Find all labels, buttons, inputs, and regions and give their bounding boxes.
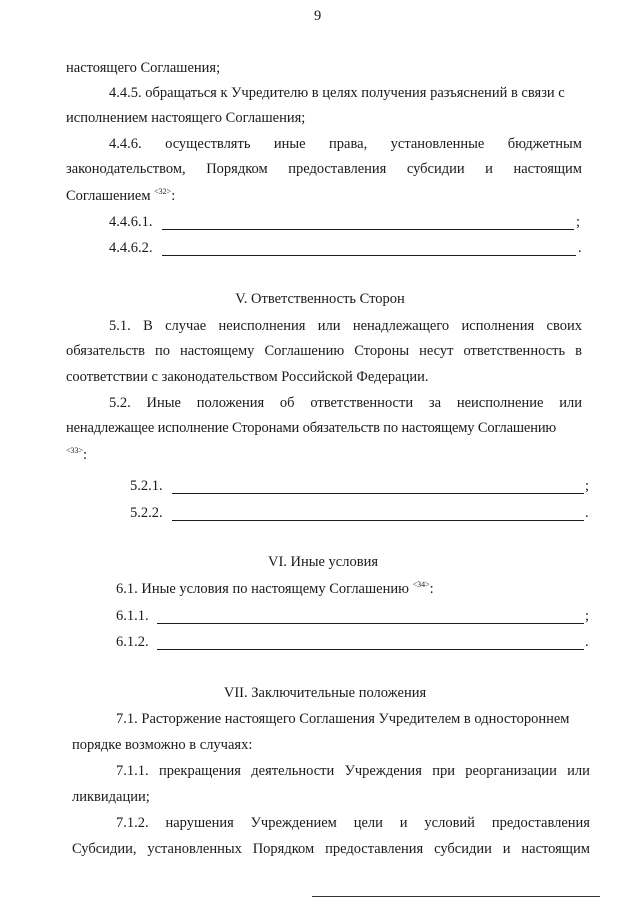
word: и (502, 841, 511, 857)
word: законодательством, (66, 161, 186, 177)
word: настоящему (179, 343, 255, 359)
word: иные (273, 136, 306, 152)
text: : (429, 581, 434, 597)
word: Субсидии, (72, 841, 137, 857)
word: реорганизации (465, 763, 557, 779)
word: неисполнение (456, 395, 544, 411)
word: условий (424, 815, 475, 831)
word: Иные (146, 395, 181, 411)
word: по (154, 343, 170, 359)
word: прекращения (158, 763, 241, 779)
word: ответственность (463, 343, 566, 359)
paragraph-line: порядке возможно в случаях: (72, 737, 253, 753)
word: своих (546, 318, 582, 334)
item-label: 4.4.6.1. (109, 214, 153, 230)
fill-in-line (157, 623, 584, 624)
paragraph-line-justified (72, 841, 590, 858)
word: Соглашению (264, 343, 345, 359)
word: несут (419, 343, 454, 359)
word: настоящим (521, 841, 590, 857)
paragraph-line (116, 580, 434, 598)
word: положения (196, 395, 265, 411)
word: установленные (390, 136, 485, 152)
word: Порядком (206, 161, 268, 177)
paragraph-line-justified (116, 815, 590, 832)
fill-in-line (162, 229, 574, 230)
word: Стороны (354, 343, 410, 359)
word: неисполнения (218, 318, 306, 334)
item-end: ; (576, 214, 581, 230)
word: в (575, 343, 582, 359)
word: Учреждения (344, 763, 422, 779)
word: при (432, 763, 455, 779)
footnote-ref: <33> (66, 446, 84, 455)
word: об (279, 395, 295, 411)
fill-in-line (172, 493, 584, 494)
paragraph-line (66, 446, 87, 464)
text: : (83, 447, 88, 463)
text: Соглашением (66, 188, 151, 204)
word: нарушения (165, 815, 234, 831)
word: предоставления (325, 841, 424, 857)
section-heading: VI. Иные условия (267, 554, 379, 570)
word: или (559, 395, 582, 411)
word: Учреждением (250, 815, 337, 831)
word: и (485, 161, 493, 177)
item-end: ; (585, 608, 590, 624)
word: настоящим (513, 161, 582, 177)
paragraph-line: исполнением настоящего Соглашения; (66, 110, 306, 126)
word: 4.4.6. (109, 136, 142, 152)
paragraph-line-justified (109, 318, 582, 335)
paragraph-line: соответствии с законодательством Российской Федерации. (66, 369, 429, 385)
word: или (317, 318, 341, 334)
page-number: 9 (314, 8, 322, 24)
item-label: 5.2.2. (130, 505, 163, 521)
word: предоставления (491, 815, 590, 831)
item-end: . (578, 240, 582, 256)
fill-in-line (172, 520, 584, 521)
item-label: 6.1.2. (116, 634, 149, 650)
item-end: . (585, 505, 589, 521)
section-heading: V. Ответственность Сторон (235, 291, 405, 307)
text: : (171, 188, 176, 204)
page-bottom-rule (312, 896, 600, 897)
word: или (567, 763, 590, 779)
item-label: 5.2.1. (130, 478, 163, 494)
word: ненадлежащего (352, 318, 450, 334)
paragraph-line: 4.4.5. обращаться к Учредителю в целях получения разъяснений в связи с (109, 85, 565, 101)
word: бюджетным (507, 136, 582, 152)
word: осуществлять (165, 136, 251, 152)
word: субсидии (434, 841, 492, 857)
word: предоставления (288, 161, 387, 177)
word: Порядком (252, 841, 315, 857)
paragraph-line (66, 187, 175, 205)
item-label: 4.4.6.2. (109, 240, 153, 256)
word: В (143, 318, 153, 334)
word: субсидии (406, 161, 465, 177)
word: и (399, 815, 408, 831)
item-end: . (585, 634, 589, 650)
word: за (428, 395, 442, 411)
fill-in-line (162, 255, 576, 256)
footnote-ref: <32> (154, 187, 172, 196)
fill-in-line (157, 649, 584, 650)
word: права, (329, 136, 368, 152)
word: цели (353, 815, 383, 831)
paragraph-line-justified (66, 343, 582, 360)
paragraph-line: настоящего Соглашения; (66, 60, 221, 76)
paragraph-line-justified (109, 395, 582, 412)
item-end: ; (585, 478, 590, 494)
word: ответственности (310, 395, 414, 411)
word: установленных (147, 841, 242, 857)
word: 7.1.1. (116, 763, 149, 779)
word: 7.1.2. (116, 815, 149, 831)
word: 5.2. (109, 395, 131, 411)
word: случае (165, 318, 207, 334)
paragraph-line-justified (116, 763, 590, 780)
footnote-ref: <34> (412, 580, 430, 589)
paragraph-line: 7.1. Расторжение настоящего Соглашения Учредителем в одностороннем (116, 711, 570, 727)
paragraph-line-justified (109, 136, 582, 153)
section-heading: VII. Заключительные положения (223, 685, 427, 701)
paragraph-line: ненадлежащее исполнение Сторонами обязательств по настоящему Соглашению (66, 420, 557, 436)
word: обязательств (66, 343, 145, 359)
text: 6.1. Иные условия по настоящему Соглашению (116, 581, 409, 597)
paragraph-line: ликвидации; (72, 789, 150, 805)
word: деятельности (251, 763, 335, 779)
item-label: 6.1.1. (116, 608, 149, 624)
word: исполнения (461, 318, 535, 334)
paragraph-line-justified (66, 161, 582, 178)
word: 5.1. (109, 318, 131, 334)
